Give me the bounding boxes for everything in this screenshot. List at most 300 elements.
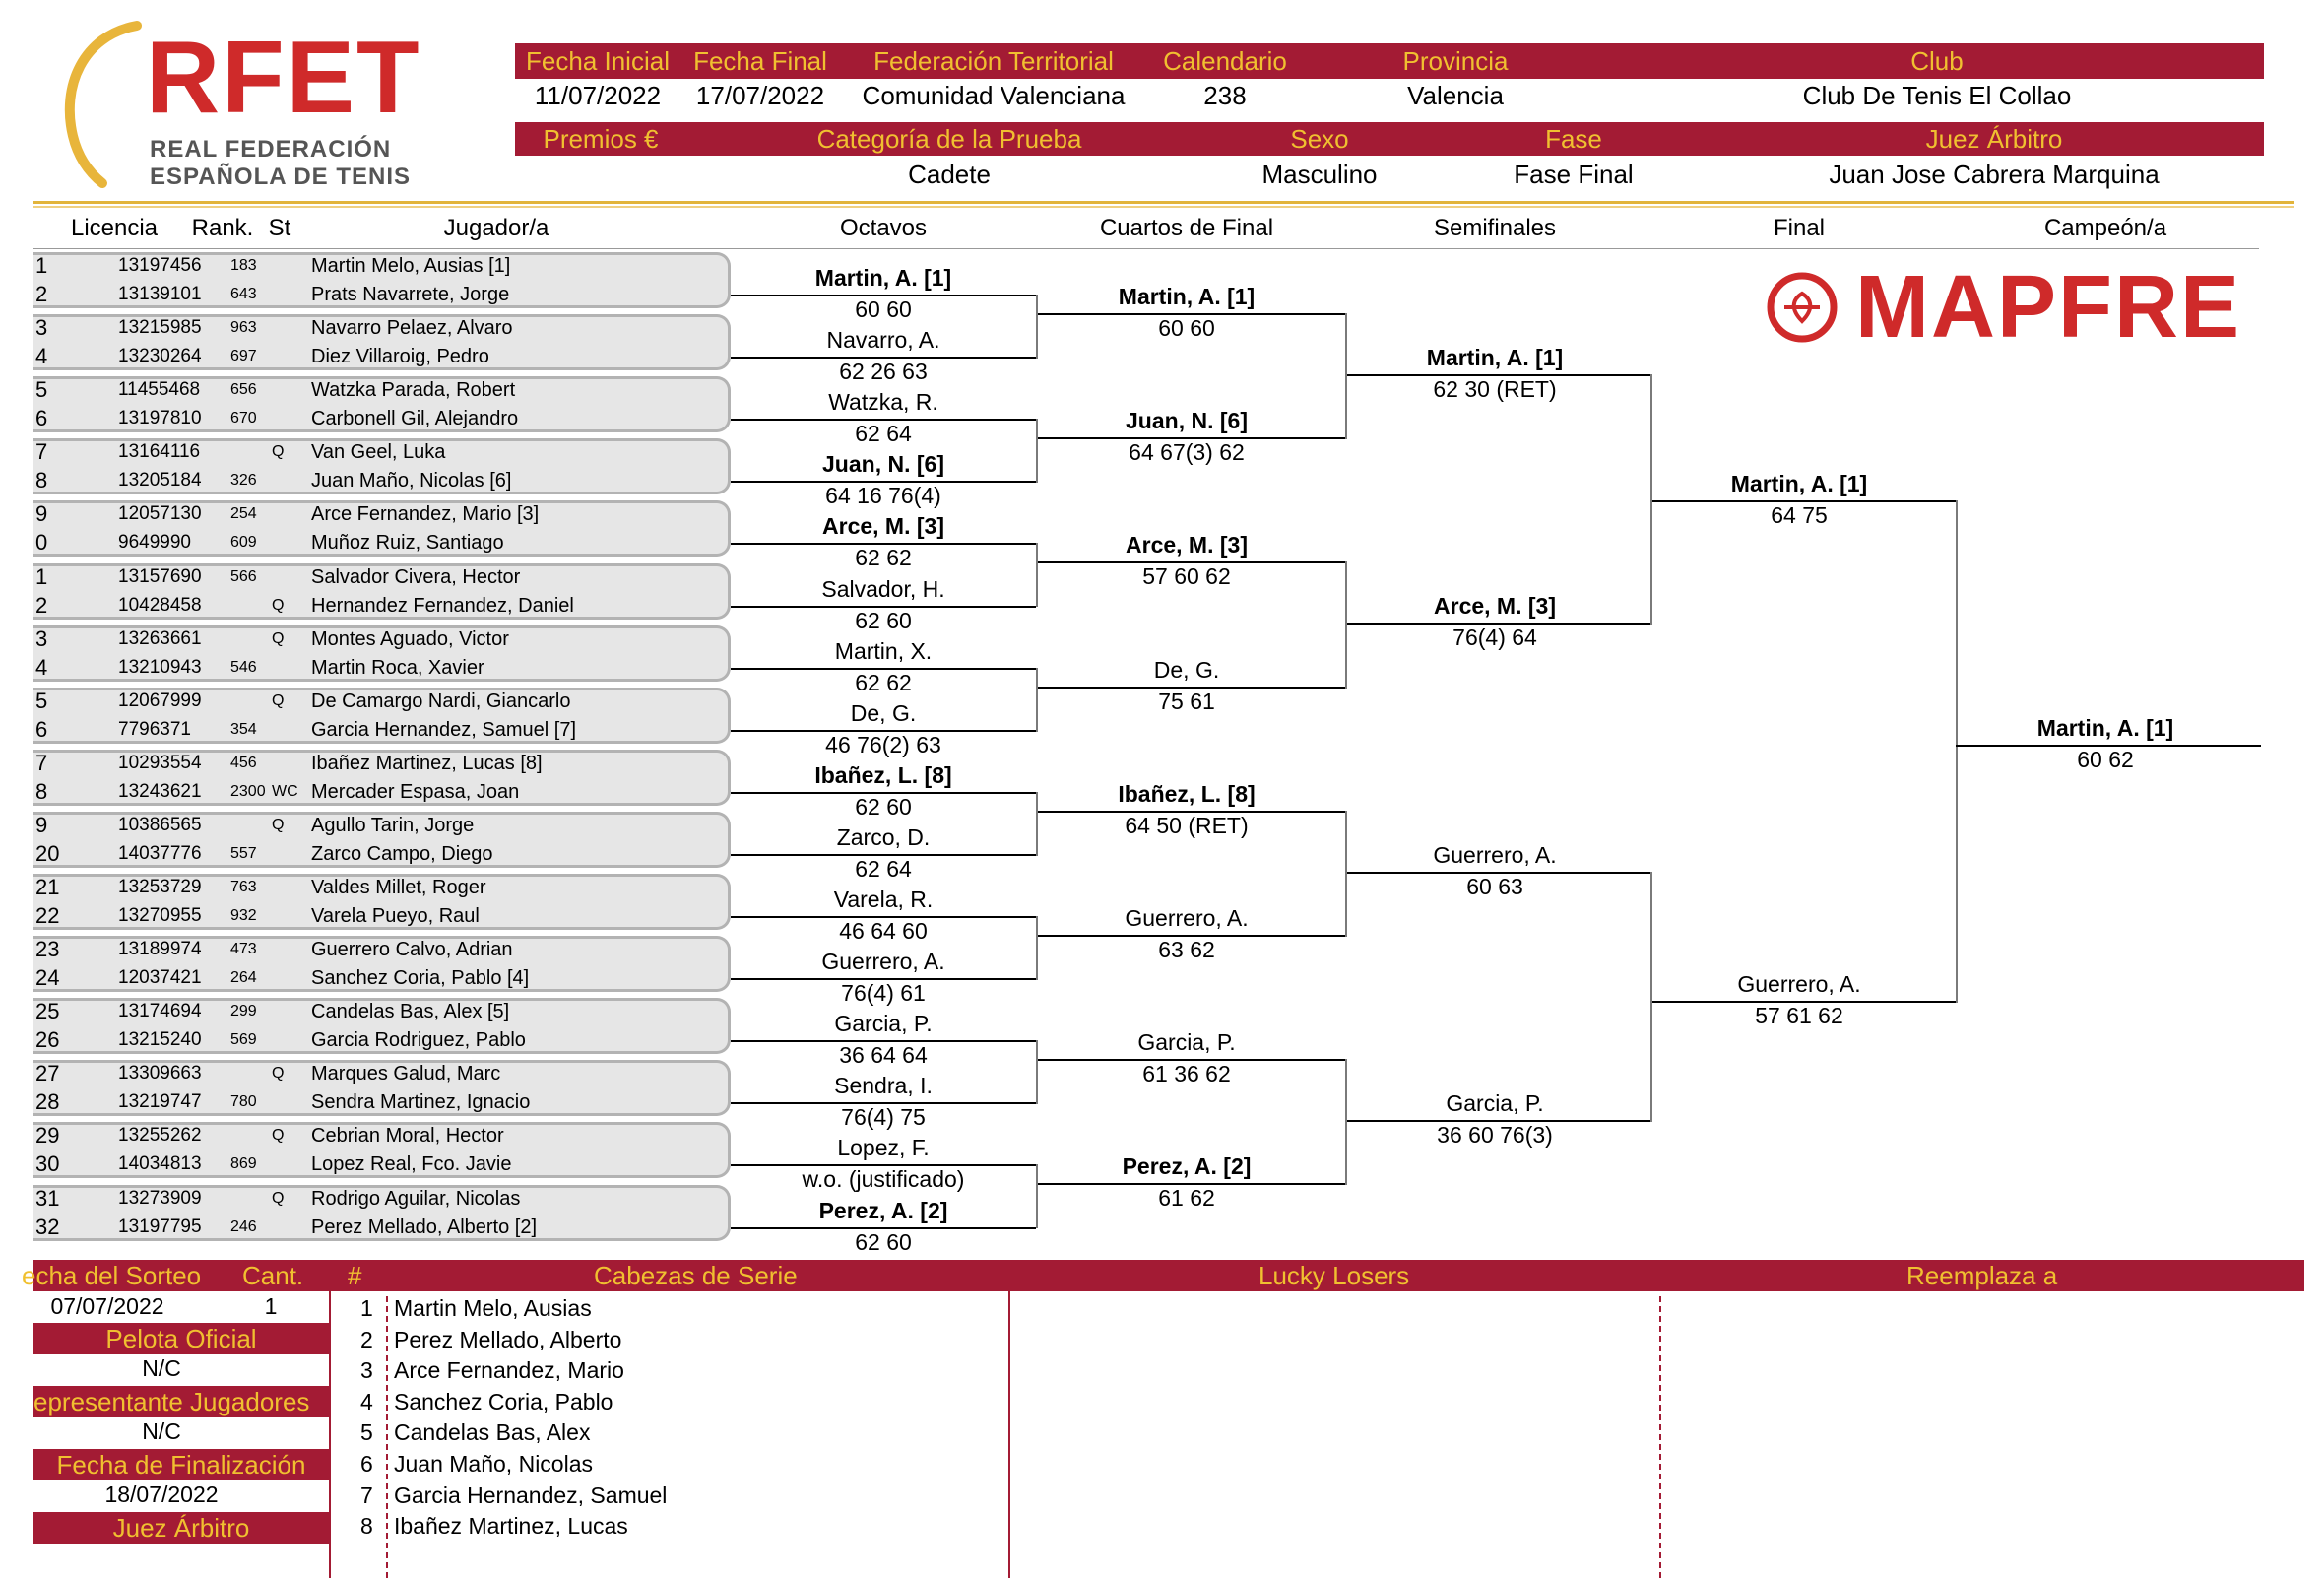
final-line — [1650, 1001, 1956, 1003]
player-number: 6 — [35, 716, 48, 742]
cuartos-line — [1036, 561, 1345, 563]
player-number: 23 — [35, 937, 60, 962]
footer-dash-3 — [1659, 1296, 1661, 1578]
seed-number: 6 — [360, 1451, 373, 1477]
player-licencia: 10428458 — [118, 594, 202, 616]
player-rank: 780 — [230, 1093, 257, 1111]
octavos-score: 62 60 — [855, 1228, 912, 1255]
hdr-provincia: Provincia — [1402, 46, 1509, 76]
hdr-val-club: Club De Tenis El Collao — [1802, 81, 2072, 110]
cuartos-winner: Martin, A. [1] — [1118, 284, 1256, 309]
logo-line1: REAL FEDERACIÓN — [150, 136, 392, 163]
cuartos-line — [1036, 687, 1345, 689]
player-name: Juan Maño, Nicolas [6] — [311, 470, 512, 493]
bracket-connector — [1650, 374, 1652, 625]
hdr-val-juez: Juan Jose Cabrera Marquina — [1829, 160, 2160, 189]
col-jugador: Jugador/a — [443, 215, 549, 241]
player-licencia: 13309663 — [118, 1063, 202, 1085]
bracket-connector — [1345, 1059, 1347, 1185]
footer-sep-2 — [1008, 1291, 1010, 1578]
octavos-winner: Zarco, D. — [836, 823, 931, 850]
octavos-line — [731, 606, 1036, 608]
octavos-score: 36 64 64 — [839, 1042, 928, 1069]
cuartos-winner: Guerrero, A. — [1125, 905, 1249, 931]
player-number: 2 — [35, 592, 48, 618]
octavos-score: 46 64 60 — [839, 918, 928, 944]
semis-winner: Garcia, P. — [1446, 1090, 1544, 1117]
octavos-winner: Ibañez, L. [8] — [814, 761, 952, 788]
octavos-winner: Arce, M. [3] — [822, 513, 944, 540]
bracket-connector — [1036, 792, 1038, 856]
octavos-winner: Lopez, F. — [837, 1135, 930, 1161]
player-rank: 264 — [230, 969, 257, 987]
hdr-sexo: Sexo — [1290, 124, 1349, 154]
player-status: Q — [272, 816, 285, 833]
player-name: Cebrian Moral, Hector — [311, 1125, 504, 1148]
footer-label-cant: Cant. — [242, 1261, 304, 1290]
cuartos-score: 61 36 62 — [1142, 1061, 1231, 1087]
footer-block-representante-value: N/C — [142, 1418, 181, 1444]
player-name: De Camargo Nardi, Giancarlo — [311, 690, 571, 712]
player-name: Zarco Campo, Diego — [311, 842, 493, 865]
col-semis: Semifinales — [1433, 215, 1557, 241]
seed-number: 1 — [360, 1295, 373, 1321]
octavos-score: 62 26 63 — [839, 359, 928, 385]
player-name: Garcia Rodriguez, Pablo — [311, 1029, 526, 1052]
cuartos-score: 75 61 — [1158, 688, 1215, 714]
octavos-winner: Navarro, A. — [826, 327, 940, 354]
seed-number: 7 — [360, 1481, 373, 1508]
hdr-val-federacion: Comunidad Valenciana — [862, 81, 1126, 110]
seed-name: Garcia Hernandez, Samuel — [394, 1481, 668, 1508]
player-rank: 656 — [230, 381, 257, 399]
player-name: Rodrigo Aguilar, Nicolas — [311, 1187, 521, 1210]
final-score: 57 61 62 — [1755, 1003, 1843, 1028]
header-row2-bar — [515, 122, 2264, 156]
player-rank: 254 — [230, 505, 257, 523]
cuartos-winner: Arce, M. [3] — [1126, 532, 1248, 559]
semis-score: 60 63 — [1466, 873, 1523, 899]
footer-label-reemplaza: Reemplaza a — [1906, 1261, 2058, 1290]
player-number: 32 — [35, 1214, 60, 1239]
cuartos-line — [1036, 313, 1345, 315]
bracket-connector — [1345, 313, 1347, 439]
bracket-connector — [1036, 668, 1038, 732]
seed-name: Arce Fernandez, Mario — [394, 1357, 624, 1384]
player-rank: 183 — [230, 257, 257, 274]
player-licencia: 13157690 — [118, 565, 202, 587]
semis-winner: Martin, A. [1] — [1426, 345, 1564, 370]
player-licencia: 13139101 — [118, 284, 202, 304]
cuartos-winner: Juan, N. [6] — [1126, 408, 1248, 434]
player-licencia: 13255262 — [118, 1125, 202, 1147]
octavos-line — [731, 543, 1036, 545]
footer-cant: 1 — [264, 1293, 278, 1319]
octavos-line — [731, 1102, 1036, 1104]
octavos-winner: De, G. — [850, 699, 917, 726]
player-licencia: 12057130 — [118, 503, 202, 525]
player-number: 30 — [35, 1151, 60, 1177]
bracket-connector — [1345, 561, 1347, 688]
player-number: 7 — [35, 750, 48, 775]
player-licencia: 13263661 — [118, 627, 202, 649]
logo-line2: ESPAÑOLA DE TENIS — [150, 164, 412, 190]
semis-line — [1345, 374, 1650, 376]
player-name: Carbonell Gil, Alejandro — [311, 408, 519, 430]
player-status: Q — [272, 691, 285, 709]
mapfre-emblem-icon — [1765, 270, 1840, 345]
octavos-score: 76(4) 61 — [841, 980, 926, 1007]
cuartos-line — [1036, 437, 1345, 439]
player-number: 6 — [35, 406, 48, 431]
cuartos-score: 57 60 62 — [1142, 563, 1231, 590]
player-number: 22 — [35, 903, 60, 928]
octavos-score: 60 60 — [855, 296, 912, 322]
final-line — [1650, 500, 1956, 502]
player-status: WC — [272, 782, 298, 800]
player-name: Muñoz Ruiz, Santiago — [311, 532, 504, 555]
player-rank: 609 — [230, 534, 257, 552]
player-name: Mercader Espasa, Joan — [311, 780, 520, 803]
hdr-val-fecha-inicial: 11/07/2022 — [534, 81, 662, 110]
player-rank: 566 — [230, 567, 257, 585]
player-number: 21 — [35, 875, 60, 899]
footer-block-pelota-value: N/C — [142, 1355, 181, 1381]
bracket-connector — [1036, 419, 1038, 483]
cuartos-winner: Perez, A. [2] — [1122, 1153, 1252, 1180]
octavos-score: 62 64 — [855, 855, 912, 882]
player-number: 29 — [35, 1123, 60, 1149]
footer-block-finalizacion-label: Fecha de Finalización — [33, 1449, 329, 1480]
player-rank: 697 — [230, 348, 257, 365]
footer-block-juez-label: Juez Árbitro — [33, 1512, 329, 1544]
player-name: Watzka Parada, Robert — [311, 379, 516, 402]
octavos-line — [731, 668, 1036, 670]
player-rank: 2300 — [230, 782, 266, 800]
octavos-score: 64 16 76(4) — [825, 483, 941, 509]
col-rank: Rank. — [191, 215, 254, 241]
col-campeon: Campeón/a — [2043, 215, 2167, 241]
player-licencia: 13197795 — [118, 1216, 202, 1237]
octavos-score: 62 62 — [855, 669, 912, 695]
player-licencia: 12037421 — [118, 967, 202, 989]
player-number: 3 — [35, 315, 48, 341]
gold-divider-top — [33, 201, 2294, 204]
player-rank: 546 — [230, 658, 257, 676]
player-number: 27 — [35, 1061, 60, 1086]
hdr-val-fase: Fase Final — [1514, 160, 1634, 189]
bracket-connector — [1345, 811, 1347, 937]
player-name: Lopez Real, Fco. Javie — [311, 1153, 512, 1176]
player-number: 20 — [35, 840, 60, 866]
hdr-fecha-inicial: Fecha Inicial — [526, 46, 670, 76]
player-licencia: 13273909 — [118, 1187, 202, 1209]
player-status: Q — [272, 629, 285, 647]
cuartos-score: 63 62 — [1158, 937, 1215, 962]
seed-name: Martin Melo, Ausias — [394, 1295, 592, 1321]
semis-line — [1345, 623, 1650, 625]
player-number: 4 — [35, 344, 48, 369]
logo-acronym: RFET — [146, 21, 421, 135]
cuartos-score: 60 60 — [1158, 315, 1215, 341]
player-licencia: 13243621 — [118, 780, 202, 802]
player-licencia: 13215240 — [118, 1029, 202, 1051]
octavos-line — [731, 295, 1036, 296]
player-licencia: 13205184 — [118, 470, 202, 492]
player-licencia: 13215985 — [118, 317, 202, 339]
seed-name: Sanchez Coria, Pablo — [394, 1388, 613, 1414]
octavos-line — [731, 978, 1036, 980]
footer-dash-1 — [386, 1296, 388, 1578]
hdr-categoria: Categoría de la Prueba — [816, 124, 1082, 154]
octavos-score: 62 60 — [855, 607, 912, 633]
player-licencia: 7796371 — [118, 718, 191, 740]
final-winner: Martin, A. [1] — [1730, 471, 1868, 496]
octavos-winner: Garcia, P. — [834, 1011, 933, 1037]
player-licencia: 13174694 — [118, 1001, 202, 1022]
player-name: Hernandez Fernandez, Daniel — [311, 594, 574, 617]
octavos-winner: Salvador, H. — [821, 575, 945, 602]
col-final: Final — [1773, 215, 1826, 241]
player-number: 24 — [35, 965, 60, 991]
player-status: Q — [272, 1065, 285, 1083]
player-licencia: 14034813 — [118, 1153, 202, 1175]
player-rank: 963 — [230, 319, 257, 337]
cuartos-line — [1036, 811, 1345, 813]
octavos-winner: Guerrero, A. — [821, 949, 945, 975]
hdr-calendario: Calendario — [1163, 46, 1287, 76]
semis-line — [1345, 1120, 1650, 1122]
player-licencia: 13197810 — [118, 408, 202, 429]
player-licencia: 13253729 — [118, 877, 202, 897]
player-number: 25 — [35, 999, 60, 1024]
champion-name: Martin, A. [1] — [2036, 715, 2174, 741]
player-licencia: 10386565 — [118, 814, 202, 835]
player-licencia: 12067999 — [118, 690, 202, 711]
player-number: 4 — [35, 654, 48, 680]
semis-winner: Guerrero, A. — [1433, 841, 1557, 868]
hdr-federacion: Federación Territorial — [873, 46, 1114, 76]
seed-name: Candelas Bas, Alex — [394, 1419, 591, 1446]
hdr-val-fecha-final: 17/07/2022 — [695, 81, 825, 110]
bracket-connector — [1036, 543, 1038, 607]
col-st: St — [268, 215, 291, 241]
footer-label-lucky: Lucky Losers — [1259, 1261, 1410, 1290]
player-licencia: 13270955 — [118, 905, 202, 926]
player-name: Agullo Tarin, Jorge — [311, 814, 475, 836]
player-licencia: 13219747 — [118, 1091, 202, 1113]
player-name: Montes Aguado, Victor — [311, 627, 509, 650]
player-number: 7 — [35, 439, 48, 465]
player-rank: 763 — [230, 879, 257, 895]
footer-label-seeds: Cabezas de Serie — [594, 1261, 798, 1290]
octavos-winner: Juan, N. [6] — [822, 451, 944, 478]
player-name: Guerrero Calvo, Adrian — [311, 939, 513, 961]
player-rank: 869 — [230, 1155, 257, 1173]
cuartos-line — [1036, 935, 1345, 937]
col-licencia: Licencia — [70, 215, 159, 241]
octavos-winner: Varela, R. — [833, 887, 934, 912]
player-number: 31 — [35, 1185, 60, 1211]
columns-underline — [33, 248, 2259, 249]
player-status: Q — [272, 1127, 285, 1145]
octavos-line — [731, 357, 1036, 359]
champion-line — [1956, 745, 2261, 747]
player-rank: 643 — [230, 286, 257, 302]
semis-score: 36 60 76(3) — [1437, 1122, 1553, 1149]
player-name: Perez Mellado, Alberto [2] — [311, 1216, 538, 1238]
player-rank: 557 — [230, 844, 257, 862]
player-number: 9 — [35, 501, 48, 527]
player-number: 5 — [35, 688, 48, 713]
bracket-connector — [1956, 500, 1958, 1003]
octavos-score: 62 64 — [855, 421, 912, 447]
semis-winner: Arce, M. [3] — [1434, 593, 1556, 620]
player-rank: 569 — [230, 1031, 257, 1049]
bracket-connector — [1036, 1164, 1038, 1228]
octavos-line — [731, 1040, 1036, 1042]
cuartos-score: 64 67(3) 62 — [1129, 439, 1245, 466]
player-licencia: 10293554 — [118, 752, 202, 773]
player-number: 5 — [35, 377, 48, 403]
player-rank: 326 — [230, 472, 257, 490]
seed-number: 3 — [360, 1357, 373, 1384]
hdr-juez: Juez Árbitro — [1925, 124, 2063, 154]
player-name: Sendra Martinez, Ignacio — [311, 1091, 531, 1114]
octavos-winner: Perez, A. [2] — [818, 1197, 948, 1223]
footer-sorteo-date: 07/07/2022 — [50, 1293, 164, 1319]
octavos-score: 62 62 — [855, 545, 912, 571]
player-licencia: 13230264 — [118, 346, 202, 367]
octavos-line — [731, 1227, 1036, 1229]
mapfre-text: MAPFRE — [1855, 258, 2241, 357]
player-name: Diez Villaroig, Pedro — [311, 346, 489, 368]
player-status: Q — [272, 596, 285, 614]
octavos-score: w.o. (justificado) — [802, 1166, 965, 1193]
player-name: Candelas Bas, Alex [5] — [311, 1001, 510, 1023]
player-name: Prats Navarrete, Jorge — [311, 284, 510, 305]
player-licencia: 9649990 — [118, 532, 191, 554]
player-licencia: 13189974 — [118, 939, 202, 960]
player-rank: 354 — [230, 720, 257, 738]
octavos-line — [731, 854, 1036, 856]
octavos-score: 62 60 — [855, 793, 912, 820]
player-name: Van Geel, Luka — [311, 441, 446, 464]
player-number: 9 — [35, 812, 48, 837]
hdr-val-provincia: Valencia — [1407, 81, 1504, 110]
hdr-val-categoria: Cadete — [908, 160, 991, 189]
bracket-connector — [1036, 1040, 1038, 1104]
player-name: Valdes Millet, Roger — [311, 877, 486, 898]
seed-number: 2 — [360, 1326, 373, 1352]
octavos-line — [731, 730, 1036, 732]
octavos-score: 76(4) 75 — [841, 1104, 926, 1131]
hdr-club: Club — [1910, 46, 1964, 76]
seed-name: Juan Maño, Nicolas — [394, 1451, 593, 1477]
bracket-connector — [1650, 872, 1652, 1122]
octavos-winner: Martin, X. — [834, 637, 933, 664]
player-rank: 456 — [230, 754, 257, 771]
player-name: Sanchez Coria, Pablo [4] — [311, 967, 530, 990]
player-licencia: 13210943 — [118, 656, 202, 678]
cuartos-winner: De, G. — [1153, 656, 1220, 683]
octavos-line — [731, 1164, 1036, 1166]
hdr-val-calendario: 238 — [1203, 81, 1247, 110]
rfet-logo — [30, 18, 423, 195]
final-winner: Guerrero, A. — [1737, 971, 1861, 997]
bracket-connector — [1036, 295, 1038, 359]
octavos-line — [731, 792, 1036, 794]
player-number: 0 — [35, 530, 48, 556]
col-octavos: Octavos — [839, 215, 928, 241]
cuartos-line — [1036, 1183, 1345, 1185]
player-status: Q — [272, 1189, 285, 1207]
octavos-line — [731, 916, 1036, 918]
player-rank: 246 — [230, 1217, 257, 1235]
octavos-winner: Sendra, I. — [834, 1073, 933, 1099]
seed-number: 4 — [360, 1388, 373, 1414]
player-rank: 932 — [230, 907, 257, 924]
gold-divider-top-2 — [33, 206, 2294, 208]
final-score: 64 75 — [1771, 502, 1828, 528]
footer-block-finalizacion-value: 18/07/2022 — [104, 1481, 219, 1507]
semis-line — [1345, 872, 1650, 874]
octavos-score: 46 76(2) 63 — [825, 731, 941, 757]
footer-block-representante-label: epresentante Jugadores — [33, 1386, 329, 1417]
footer-block-pelota-label: Pelota Oficial — [33, 1323, 329, 1354]
player-name: Martin Melo, Ausias [1] — [311, 255, 511, 277]
seed-number: 8 — [360, 1513, 373, 1540]
player-number: 26 — [35, 1027, 60, 1053]
player-name: Varela Pueyo, Raul — [311, 905, 480, 927]
player-licencia: 13164116 — [118, 441, 201, 463]
cuartos-score: 61 62 — [1158, 1185, 1215, 1212]
player-status: Q — [272, 443, 285, 461]
player-name: Marques Galud, Marc — [311, 1063, 501, 1085]
cuartos-winner: Garcia, P. — [1137, 1029, 1236, 1056]
player-licencia: 11455468 — [118, 379, 201, 401]
player-number: 1 — [35, 253, 48, 278]
hdr-val-sexo: Masculino — [1261, 160, 1378, 189]
player-number: 3 — [35, 625, 48, 651]
col-cuartos: Cuartos de Final — [1099, 215, 1274, 241]
player-name: Ibañez Martinez, Lucas [8] — [311, 752, 543, 774]
player-number: 2 — [35, 282, 48, 306]
bracket-connector — [1036, 916, 1038, 980]
champion-score: 60 62 — [2077, 747, 2134, 772]
player-rank: 670 — [230, 410, 257, 427]
semis-score: 62 30 (RET) — [1433, 376, 1557, 402]
footer-label-sorteo: echa del Sorteo — [22, 1261, 202, 1290]
player-rank: 299 — [230, 1003, 257, 1020]
player-licencia: 13197456 — [118, 255, 202, 276]
logo-arc-icon — [43, 18, 161, 195]
player-number: 1 — [35, 563, 48, 589]
seed-name: Perez Mellado, Alberto — [394, 1326, 622, 1352]
footer-label-hash: # — [348, 1261, 362, 1290]
player-licencia: 14037776 — [118, 842, 202, 864]
player-number: 8 — [35, 778, 48, 804]
cuartos-line — [1036, 1059, 1345, 1061]
player-name: Salvador Civera, Hector — [311, 565, 521, 588]
player-name: Arce Fernandez, Mario [3] — [311, 503, 540, 526]
player-name: Martin Roca, Xavier — [311, 656, 484, 679]
player-number: 8 — [35, 468, 48, 493]
header-row1-bar — [515, 43, 2264, 79]
semis-score: 76(4) 64 — [1452, 625, 1537, 651]
seed-name: Ibañez Martinez, Lucas — [394, 1513, 628, 1540]
octavos-winner: Martin, A. [1] — [814, 265, 952, 291]
